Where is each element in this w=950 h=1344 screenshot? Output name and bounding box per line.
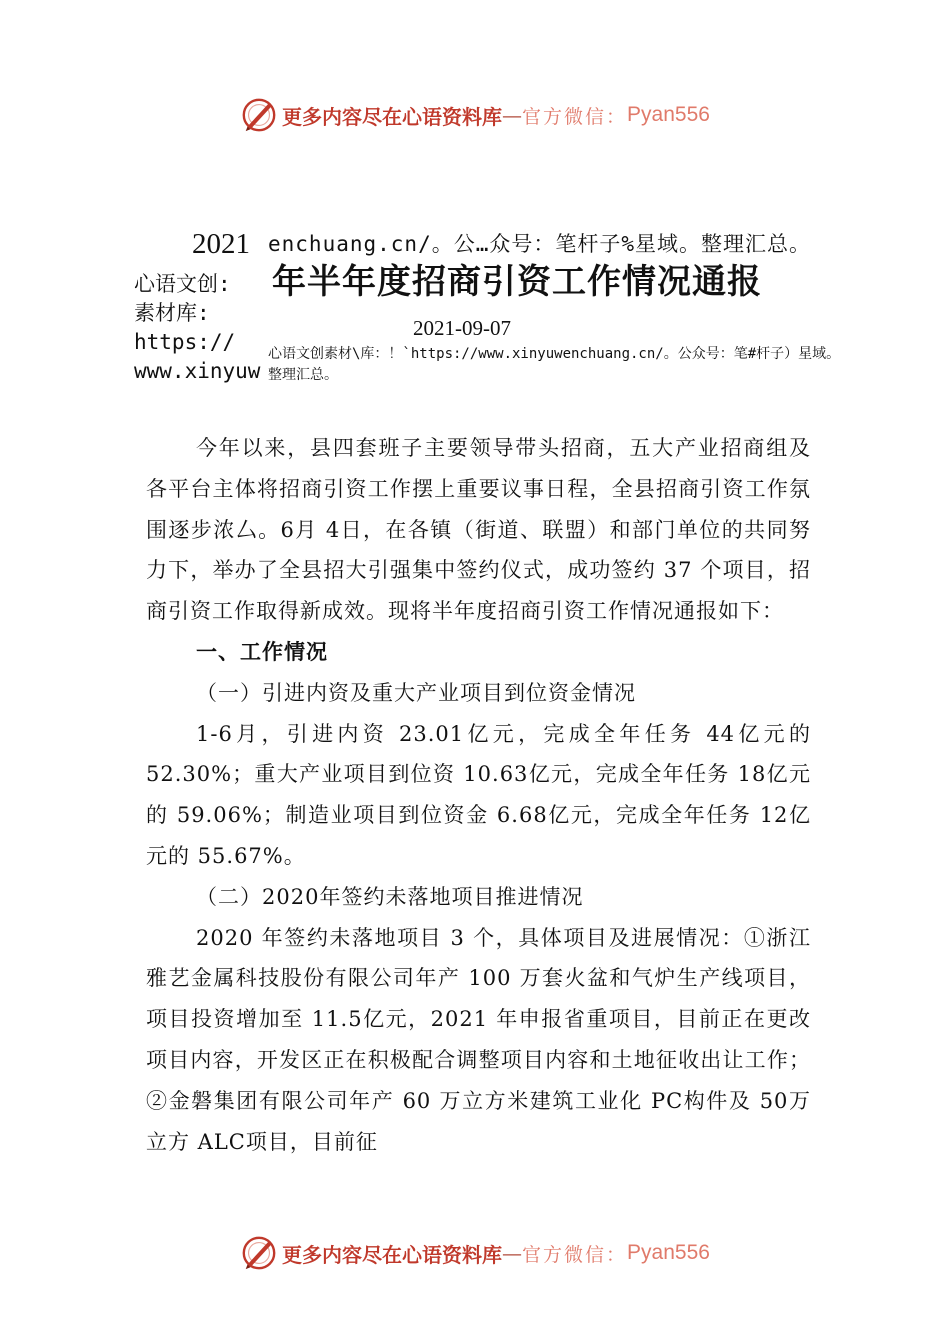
watermark-banner-top — [0, 93, 950, 137]
banner-separator: — — [502, 1241, 523, 1265]
document-title: 年半年度招商引资工作情况通报 — [272, 262, 762, 302]
watermark-sidebar — [134, 270, 274, 386]
paragraph-intro: 今年以来，县四套班子主要领导带头招商，五大产业招商组及各平台主体将招商引资工作摆上重要议事日程，全县招商引资工作氛围逐步浓厶。6月 4日，在各镇（街道、联盟）和部门单位的共同努力下，举办了全县招大引强集中签约仪式，成功签约 37 个项目，招商引资工作取得新成效。现将半年度招商引资工作情况通报如下： — [146, 436, 811, 624]
sidebar-line: 心语文创: — [134, 272, 231, 296]
pen-seal-icon — [240, 1234, 278, 1272]
document-date: 2021-09-07 — [413, 316, 511, 340]
section-heading: 一、工作情况 — [196, 639, 328, 664]
banner-separator: — — [502, 103, 523, 127]
sidebar-line: www.xinyuw — [134, 359, 261, 383]
watermark-overlay-line2: 心语文创素材\库：！`https://www.xinyuwenchuang.cn/。公众号：笔#杆子）星域。整理汇总。 — [268, 346, 841, 383]
banner-wechat-label: 官方微信： — [522, 1243, 628, 1266]
banner-wechat-id: Pyan556 — [627, 1241, 710, 1264]
sidebar-line: 素材库: — [134, 301, 210, 325]
banner-text: 更多内容尽在心语资料库 — [282, 1242, 503, 1267]
banner-text: 更多内容尽在心语资料库 — [282, 104, 503, 129]
paragraph-funds: 1-6月，引进内资 23.01亿元，完成全年任务 44亿元的 52.30%；重大产业项目到位资 10.63亿元，完成全年任务 18亿元的 59.06%；制造业项目到位资金 6.68亿元，完成全年任务 12亿元的 55.67%。 — [146, 721, 811, 868]
banner-wechat-label: 官方微信： — [522, 105, 628, 128]
document-body — [146, 428, 811, 1162]
subsection-heading: （二）2020年签约未落地项目推进情况 — [196, 884, 584, 909]
sidebar-line: https:// — [134, 330, 236, 354]
paragraph-projects: 2020 年签约未落地项目 3 个，具体项目及进展情况：①浙江雅艺金属科技股份有限公司年产 100 万套火盆和气炉生产线项目，项目投资增加至 11.5亿元，2021 年申报省重项目，目前正在更改项目内容，开发区正在积极配合调整项目内容和土地征收出让工作；②金磐集团有限公司年产 60 万立方米建筑工业化 PC构件及 50万立方 ALC项目，目前征 — [146, 925, 811, 1154]
subsection-heading: （一）引进内资及重大产业项目到位资金情况 — [196, 680, 636, 705]
title-year-fragment: 2021 — [192, 228, 250, 260]
watermark-overlay-line1: enchuang.cn/。公…众号：笔杆子%星域。整理汇总。 — [268, 232, 812, 256]
banner-wechat-id: Pyan556 — [627, 103, 710, 126]
pen-seal-icon — [240, 96, 278, 134]
watermark-banner-bottom — [0, 1231, 950, 1275]
